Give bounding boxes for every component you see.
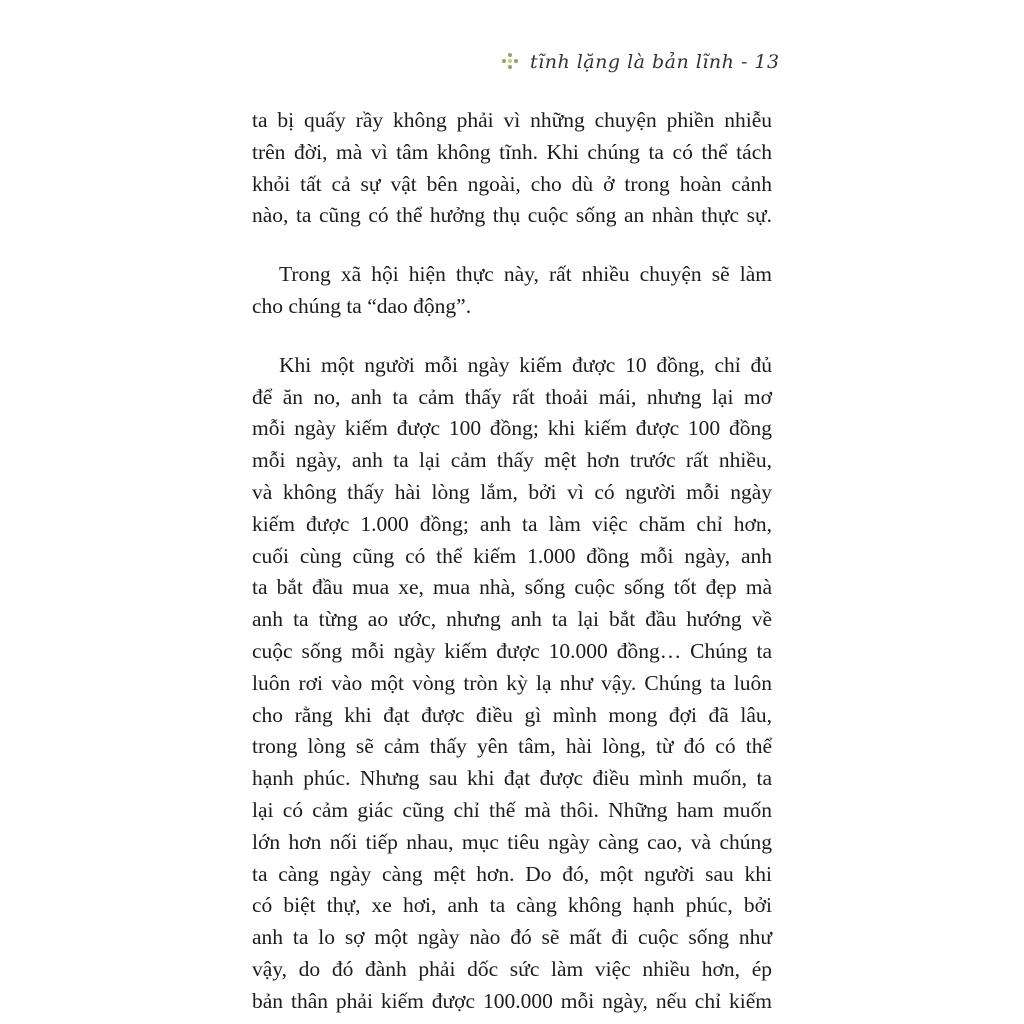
text-line: trên đời, mà vì tâm không tĩnh. Khi chúng ta có thể tách — [252, 139, 772, 164]
text-line: nào, ta cũng có thể hưởng thụ cuộc sống an nhàn thực sự. — [252, 203, 772, 228]
text-line: để ăn no, anh ta cảm thấy rất thoải mái, nhưng lại mơ — [252, 384, 772, 409]
flower-ornament-icon — [500, 52, 520, 72]
text-line: anh ta từng ao ước, nhưng anh ta lại bắt đầu hướng về — [252, 607, 772, 632]
running-header — [500, 44, 800, 80]
text-line: lớn hơn nối tiếp nhau, mục tiêu ngày càng cao, và chúng — [252, 829, 772, 854]
text-line: khỏi tất cả sự vật bên ngoài, cho dù ở trong hoàn cảnh — [252, 171, 772, 196]
text-line: mỗi ngày kiếm được 100 đồng; khi kiếm được 100 đồng — [252, 416, 772, 441]
text-line: lại có cảm giác cũng chỉ thế mà thôi. Những ham muốn — [252, 797, 772, 822]
text-line: trong lòng sẽ cảm thấy yên tâm, hài lòng, từ đó có thể — [252, 734, 772, 759]
paragraph-3 — [252, 350, 772, 1018]
text-line: mỗi ngày, anh ta lại cảm thấy mệt hơn trước rất nhiều, — [252, 448, 772, 473]
paragraph-1 — [252, 105, 772, 232]
header-separator: - — [740, 51, 748, 73]
text-line: hạnh phúc. Nhưng sau khi đạt được điều mình muốn, ta — [252, 766, 772, 791]
text-line: ta càng ngày càng mệt hơn. Do đó, một người sau khi — [252, 861, 772, 886]
text-line: cuối cùng cũng có thể kiếm 1.000 đồng mỗi ngày, anh — [252, 543, 772, 568]
text-line: vậy, do đó đành phải dốc sức làm việc nhiều hơn, ép — [252, 956, 772, 981]
running-title: tĩnh lặng là bản lĩnh — [530, 51, 735, 73]
text-line: ta bắt đầu mua xe, mua nhà, sống cuộc sống tốt đẹp mà — [252, 575, 772, 600]
text-line: ta bị quấy rầy không phải vì những chuyện phiền nhiễu — [252, 108, 772, 132]
page-number: 13 — [754, 51, 780, 73]
text-line: cho chúng ta “dao động”. — [252, 293, 472, 318]
text-line: luôn rơi vào một vòng tròn kỳ lạ như vậy. Chúng ta luôn — [252, 670, 772, 695]
text-line: bản thân phải kiếm được 100.000 mỗi ngày, nếu chỉ kiếm — [252, 988, 772, 1013]
text-line: Trong xã hội hiện thực này, rất nhiều chuyện sẽ làm — [279, 262, 772, 287]
paragraph-2 — [252, 259, 772, 323]
text-line: kiếm được 1.000 đồng; anh ta làm việc chăm chỉ hơn, — [252, 511, 772, 536]
text-line: cho rằng khi đạt được điều gì mình mong đợi đã lâu, — [252, 702, 772, 727]
text-line: và không thấy hài lòng lắm, bởi vì có người mỗi ngày — [252, 479, 772, 504]
text-line: Khi một người mỗi ngày kiếm được 10 đồng, chỉ đủ — [279, 352, 772, 377]
body-text — [252, 105, 772, 1018]
text-line: cuộc sống mỗi ngày kiếm được 10.000 đồng… Chúng ta — [252, 638, 772, 663]
text-line: có biệt thự, xe hơi, anh ta càng không hạnh phúc, bởi — [252, 893, 772, 918]
running-title-line — [530, 51, 780, 73]
text-line: anh ta lo sợ một ngày nào đó sẽ mất đi cuộc sống như — [252, 925, 772, 950]
